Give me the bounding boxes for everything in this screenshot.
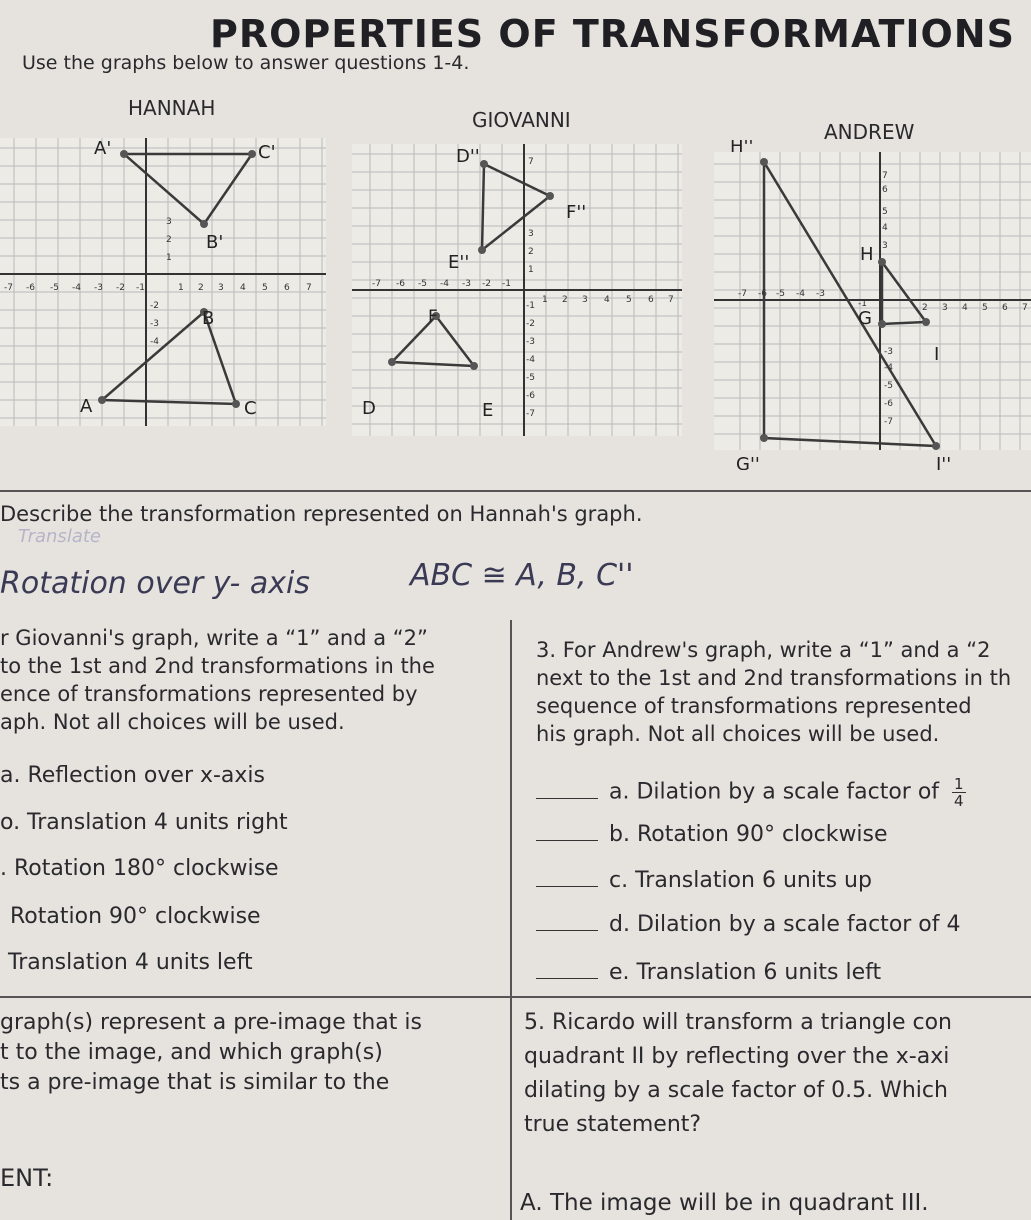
point-label-f-double-prime: F'' <box>566 202 587 223</box>
point-label-e: E <box>482 400 494 421</box>
svg-text:-4: -4 <box>72 283 81 293</box>
answer-blank[interactable] <box>536 798 598 799</box>
svg-text:-4: -4 <box>884 363 893 373</box>
worksheet-title: PROPERTIES OF TRANSFORMATIONS <box>210 12 1015 56</box>
q5-prompt-line: quadrant II by reflecting over the x-axi <box>524 1044 950 1069</box>
q5-option-a[interactable]: A. The image will be in quadrant III. <box>520 1190 929 1216</box>
svg-text:-7: -7 <box>372 279 381 289</box>
fraction-denominator: 4 <box>954 792 964 810</box>
svg-text:-7: -7 <box>526 409 535 419</box>
point-label-a-prime: A' <box>94 138 112 159</box>
svg-text:5: 5 <box>882 207 888 217</box>
svg-text:1: 1 <box>178 283 184 293</box>
point-label-i: I <box>934 344 940 365</box>
q3-choice-c-text: c. Translation 6 units up <box>609 868 872 893</box>
q3-choice-e <box>536 960 881 985</box>
q5-prompt-line: true statement? <box>524 1112 702 1137</box>
q3-choice-c <box>536 868 872 893</box>
q5-prompt-line: dilating by a scale factor of 0.5. Which <box>524 1078 948 1103</box>
q3-prompt-line: sequence of transformations represented <box>536 694 972 718</box>
svg-text:-7: -7 <box>738 289 747 299</box>
svg-text:-1: -1 <box>136 283 145 293</box>
giovanni-graph <box>352 140 686 438</box>
svg-text:5: 5 <box>626 295 632 305</box>
svg-text:3: 3 <box>218 283 224 293</box>
answer-blank[interactable] <box>536 930 598 931</box>
q1-faint-answer: Translate <box>18 526 101 547</box>
instructions: Use the graphs below to answer questions 1-4. <box>22 52 470 74</box>
graph-title-andrew: ANDREW <box>824 120 915 144</box>
svg-text:-4: -4 <box>526 355 535 365</box>
svg-text:-2: -2 <box>482 279 491 289</box>
q3-choice-a-text: a. Dilation by a scale factor of <box>609 779 940 805</box>
svg-text:7: 7 <box>306 283 312 293</box>
answer-blank[interactable] <box>536 886 598 887</box>
svg-text:5: 5 <box>262 283 268 293</box>
point-label-c-prime: C' <box>258 142 276 163</box>
svg-text:1: 1 <box>528 265 534 275</box>
svg-text:1: 1 <box>166 253 172 263</box>
svg-text:-4: -4 <box>150 337 159 347</box>
svg-text:-3: -3 <box>150 319 159 329</box>
q2-choice-e: Translation 4 units left <box>8 950 253 975</box>
svg-text:-2: -2 <box>116 283 125 293</box>
svg-text:-6: -6 <box>26 283 35 293</box>
point-label-b: B <box>202 308 215 329</box>
svg-text:2: 2 <box>528 247 534 257</box>
q2-choice-d: Rotation 90° clockwise <box>10 904 261 929</box>
point-label-c: C <box>244 398 257 419</box>
svg-text:6: 6 <box>1002 303 1008 313</box>
q3-choice-d <box>536 912 961 937</box>
point-label-h-double-prime: H'' <box>730 140 754 157</box>
svg-text:-7: -7 <box>884 417 893 427</box>
svg-text:-4: -4 <box>440 279 449 289</box>
svg-text:-3: -3 <box>462 279 471 289</box>
fraction-one-quarter <box>952 776 966 809</box>
q3-prompt-line: his graph. Not all choices will be used. <box>536 722 940 746</box>
svg-text:4: 4 <box>962 303 968 313</box>
svg-text:2: 2 <box>562 295 568 305</box>
svg-text:3: 3 <box>942 303 948 313</box>
point-label-e-double-prime: E'' <box>448 252 470 273</box>
svg-text:-1: -1 <box>502 279 511 289</box>
svg-text:-6: -6 <box>526 391 535 401</box>
svg-text:2: 2 <box>198 283 204 293</box>
svg-text:5: 5 <box>982 303 988 313</box>
svg-text:-4: -4 <box>796 289 805 299</box>
svg-text:6: 6 <box>882 185 888 195</box>
q4-prompt-line: graph(s) represent a pre-image that is <box>0 1010 422 1035</box>
q3-prompt-line: next to the 1st and 2nd transformations in th <box>536 666 1012 690</box>
q1-answer-note: ABC ≅ A, B, C'' <box>410 558 634 593</box>
point-label-g: G <box>858 308 872 329</box>
svg-text:4: 4 <box>240 283 246 293</box>
svg-text:1: 1 <box>542 295 548 305</box>
svg-text:-6: -6 <box>396 279 405 289</box>
q5-prompt-line: 5. Ricardo will transform a triangle con <box>524 1010 952 1035</box>
q2-choice-a: a. Reflection over x-axis <box>0 763 266 788</box>
svg-text:-7: -7 <box>4 283 13 293</box>
answer-blank[interactable] <box>536 840 598 841</box>
q1-prompt: Describe the transformation represented on Hannah's graph. <box>0 502 643 526</box>
svg-text:-2: -2 <box>150 301 159 311</box>
svg-text:-3: -3 <box>816 289 825 299</box>
q2-choice-b: o. Translation 4 units right <box>0 810 288 835</box>
divider-top <box>0 490 1031 492</box>
svg-text:2: 2 <box>166 235 172 245</box>
svg-text:-5: -5 <box>418 279 427 289</box>
svg-text:7: 7 <box>528 157 534 167</box>
svg-text:-3: -3 <box>526 337 535 347</box>
q2-prompt-line: ence of transformations represented by <box>0 682 418 706</box>
svg-text:3: 3 <box>528 229 534 239</box>
svg-text:4: 4 <box>604 295 610 305</box>
q5-prompt <box>524 1006 952 1142</box>
svg-text:4: 4 <box>882 223 888 233</box>
graph-title-giovanni: GIOVANNI <box>472 108 571 132</box>
point-label-a: A <box>80 396 93 417</box>
point-label-d: D <box>362 398 376 419</box>
hannah-graph <box>0 128 330 428</box>
divider-bottom <box>0 996 1031 998</box>
q2-choice-c: . Rotation 180° clockwise <box>0 856 279 881</box>
point-label-i-double-prime: I'' <box>936 454 952 470</box>
column-divider <box>510 620 512 1220</box>
svg-text:-5: -5 <box>776 289 785 299</box>
q4-prompt-line: ts a pre-image that is similar to the <box>0 1070 390 1095</box>
point-label-b-prime: B' <box>206 232 224 253</box>
svg-text:-6: -6 <box>758 289 767 299</box>
answer-blank[interactable] <box>536 978 598 979</box>
svg-text:-2: -2 <box>526 319 535 329</box>
svg-text:-5: -5 <box>526 373 535 383</box>
svg-text:7: 7 <box>882 171 888 181</box>
q2-prompt-line: aph. Not all choices will be used. <box>0 710 345 734</box>
q3-choice-b-text: b. Rotation 90° clockwise <box>609 822 888 847</box>
point-label-f: F <box>428 307 438 327</box>
svg-text:-5: -5 <box>884 381 893 391</box>
q2-prompt-line: r Giovanni's graph, write a “1” and a “2” <box>0 626 428 650</box>
q3-prompt <box>536 636 1011 748</box>
svg-text:-3: -3 <box>94 283 103 293</box>
q4-prompt-line: t to the image, and which graph(s) <box>0 1040 383 1065</box>
q4-label: ENT: <box>0 1164 54 1192</box>
svg-text:-1: -1 <box>526 301 535 311</box>
q3-prompt-line: 3. For Andrew's graph, write a “1” and a “2 <box>536 638 991 662</box>
svg-text:3: 3 <box>882 241 888 251</box>
q3-choice-e-text: e. Translation 6 units left <box>609 960 882 985</box>
svg-text:6: 6 <box>648 295 654 305</box>
svg-text:3: 3 <box>166 217 172 227</box>
point-label-g-double-prime: G'' <box>736 454 760 470</box>
q3-choice-d-text: d. Dilation by a scale factor of 4 <box>609 912 961 937</box>
q4-prompt <box>0 1008 422 1098</box>
q2-prompt <box>0 624 435 736</box>
q2-prompt-line: to the 1st and 2nd transformations in the <box>0 654 435 678</box>
svg-text:7: 7 <box>1022 303 1028 313</box>
svg-text:-1: -1 <box>858 299 867 309</box>
svg-text:7: 7 <box>668 295 674 305</box>
svg-text:-6: -6 <box>884 399 893 409</box>
graph-title-hannah: HANNAH <box>128 96 216 120</box>
svg-text:6: 6 <box>284 283 290 293</box>
q3-choice-b <box>536 822 888 847</box>
svg-text:3: 3 <box>582 295 588 305</box>
andrew-graph <box>708 140 1031 470</box>
q1-answer: Rotation over y- axis <box>0 566 310 601</box>
svg-text:-3: -3 <box>884 347 893 357</box>
fraction-numerator: 1 <box>954 775 964 793</box>
q3-choice-a <box>536 776 966 809</box>
svg-text:2: 2 <box>922 303 928 313</box>
svg-text:-5: -5 <box>50 283 59 293</box>
point-label-h: H <box>860 244 874 265</box>
point-label-d-double-prime: D'' <box>456 146 480 167</box>
